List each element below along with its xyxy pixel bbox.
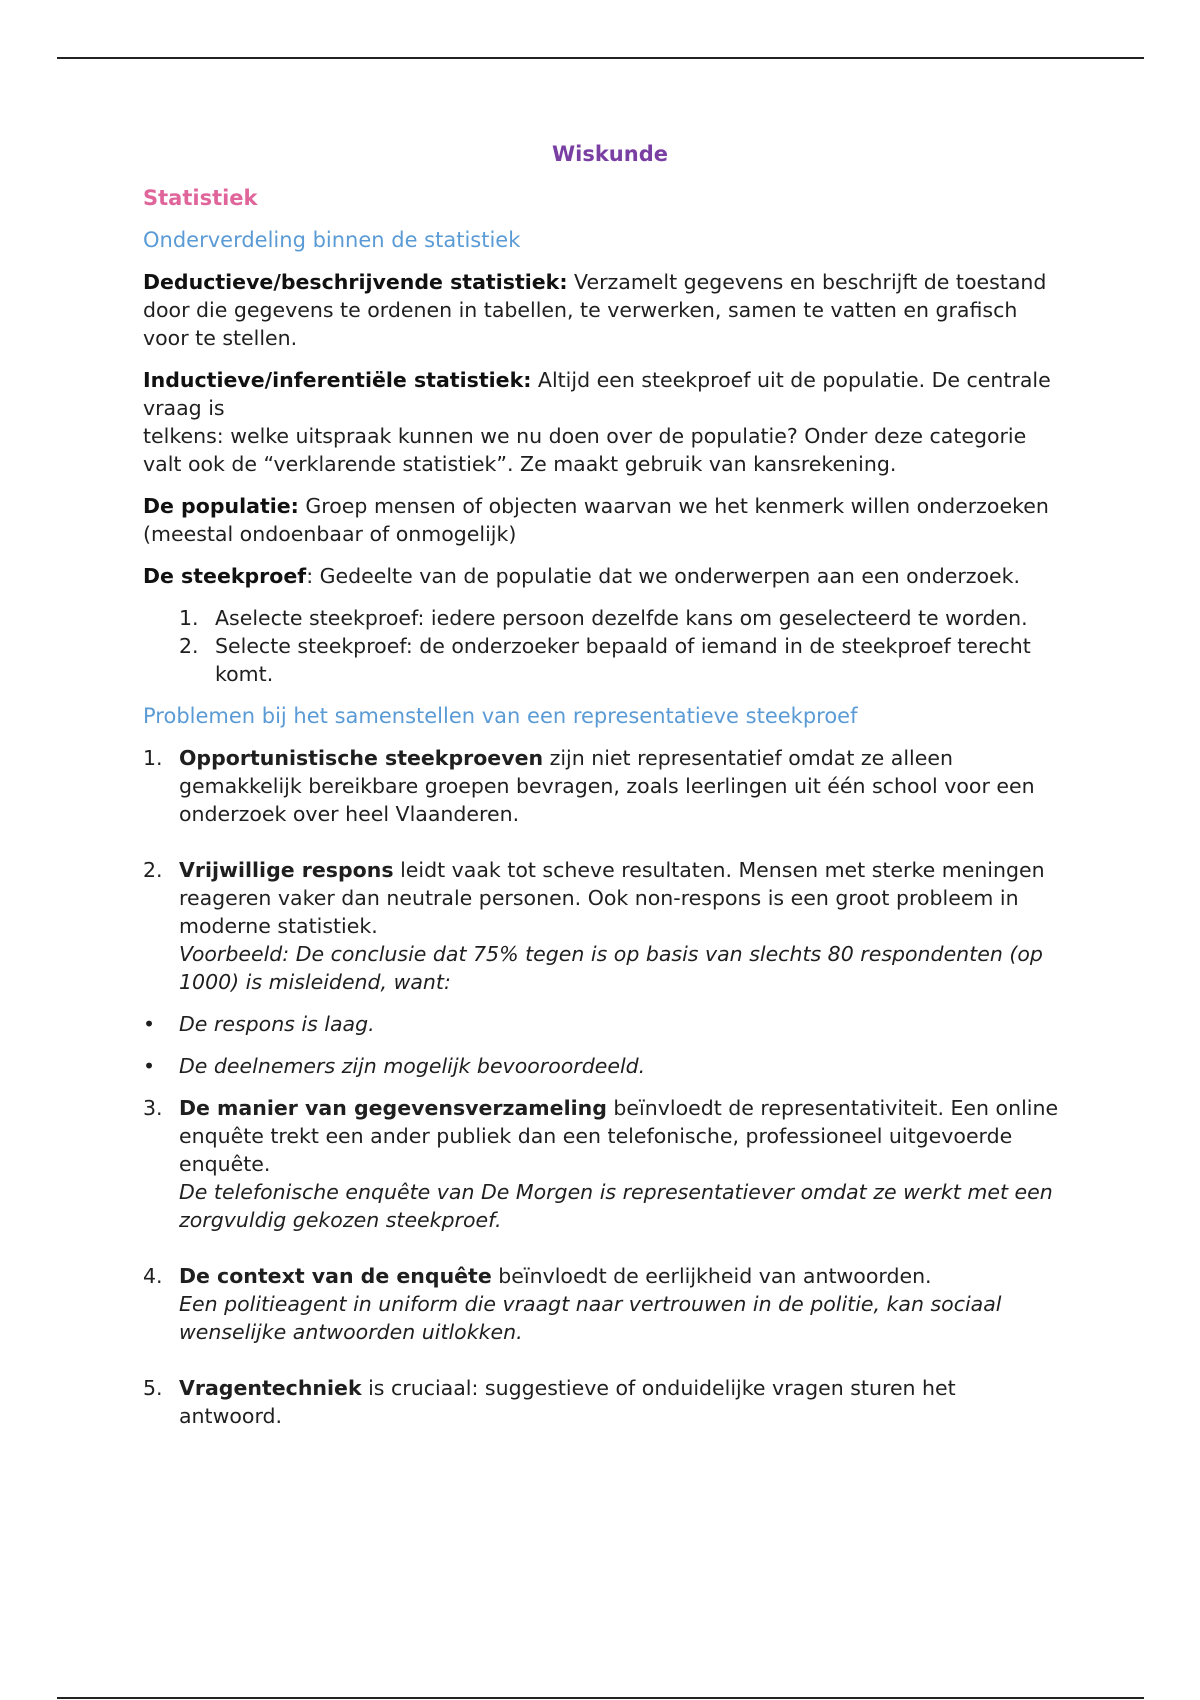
document-title: Wiskunde bbox=[551, 142, 668, 166]
list-item bbox=[143, 856, 1063, 996]
paragraph-steekproef bbox=[143, 562, 1063, 590]
list-text: zijn niet representatief omdat ze alleen gemakkelijk bereikbare groepen bevragen, zoals leerlingen uit één school voor een onderzoek over heel Vlaanderen. bbox=[179, 746, 1035, 826]
list-text: is cruciaal: suggestieve of onduidelijke vragen sturen het antwoord. bbox=[179, 1376, 956, 1428]
definition-line: telkens: welke uitspraak kunnen we nu doen over de populatie? Onder deze categorie bbox=[143, 424, 1027, 448]
steekproef-list bbox=[143, 604, 1063, 688]
paragraph-inductieve bbox=[143, 366, 1063, 478]
subheading-problemen: Problemen bij het samenstellen van een representatieve steekproef bbox=[143, 704, 858, 728]
header-rule bbox=[57, 57, 1144, 59]
term: Opportunistische steekproeven bbox=[179, 746, 544, 770]
list-item bbox=[143, 1262, 1063, 1346]
bullet-text: De deelnemers zijn mogelijk bevooroordeeld. bbox=[179, 1054, 646, 1078]
paragraph-deductieve bbox=[143, 268, 1063, 352]
term: De context van de enquête bbox=[179, 1264, 492, 1288]
list-number: 4. bbox=[143, 1264, 163, 1288]
term: De manier van gegevensverzameling bbox=[179, 1096, 607, 1120]
list-number: 1. bbox=[179, 606, 199, 630]
section-heading: Statistiek bbox=[143, 186, 258, 210]
example-text: Voorbeeld: De conclusie dat 75% tegen is op basis van slechts 80 respondenten (op 1000) is misleidend, want: bbox=[179, 942, 1043, 994]
bullet-icon: • bbox=[143, 1012, 156, 1036]
definition: Altijd een steekproef uit de populatie. De centrale vraag is bbox=[143, 368, 1051, 420]
list-text: leidt vaak tot scheve resultaten. Mensen met sterke meningen reageren vaker dan neutrale personen. Ook non-respons is een groot probleem in moderne statistiek. bbox=[179, 858, 1045, 938]
definition-line: valt ook de “verklarende statistiek”. Ze maakt gebruik van kansrekening. bbox=[143, 452, 897, 476]
list-number: 2. bbox=[143, 858, 163, 882]
footer-rule bbox=[57, 1697, 1144, 1699]
list-number: 5. bbox=[143, 1376, 163, 1400]
list-item bbox=[143, 744, 1063, 828]
term: De steekproef bbox=[143, 564, 307, 588]
list-number: 1. bbox=[143, 746, 163, 770]
list-text: Aselecte steekproef: iedere persoon dezelfde kans om geselecteerd te worden. bbox=[215, 606, 1028, 630]
list-item bbox=[143, 1094, 1063, 1234]
problems-list bbox=[143, 744, 1063, 996]
term: Vragentechniek bbox=[179, 1376, 362, 1400]
list-text: Selecte steekproef: de onderzoeker bepaald of iemand in de steekproef terecht komt. bbox=[215, 634, 1031, 686]
list-item bbox=[143, 1374, 1063, 1430]
list-number: 2. bbox=[179, 634, 199, 658]
list-text: beïnvloedt de representativiteit. Een online enquête trekt een ander publiek dan een telefonische, professioneel uitgevoerde enquête. bbox=[179, 1096, 1059, 1176]
term: Inductieve/inferentiële statistiek: bbox=[143, 368, 532, 392]
bullet-item bbox=[143, 1052, 1063, 1080]
bullet-text: De respons is laag. bbox=[179, 1012, 375, 1036]
term: Deductieve/beschrijvende statistiek: bbox=[143, 270, 568, 294]
example-text: Een politieagent in uniform die vraagt naar vertrouwen in de politie, kan sociaal wenselijke antwoorden uitlokken. bbox=[179, 1292, 1002, 1344]
term: Vrijwillige respons bbox=[179, 858, 394, 882]
definition: Groep mensen of objecten waarvan we het kenmerk willen onderzoeken (meestal ondoenbaar of onmogelijk) bbox=[143, 494, 1049, 546]
problems-list-continued bbox=[143, 1094, 1063, 1430]
definition: : Gedeelte van de populatie dat we onderwerpen aan een onderzoek. bbox=[306, 564, 1021, 588]
term: De populatie: bbox=[143, 494, 299, 518]
bullet-item bbox=[143, 1010, 1063, 1038]
list-item bbox=[143, 604, 1063, 632]
paragraph-populatie bbox=[143, 492, 1063, 548]
list-item bbox=[143, 632, 1063, 688]
list-number: 3. bbox=[143, 1096, 163, 1120]
bullet-icon: • bbox=[143, 1054, 156, 1078]
document-body bbox=[143, 140, 1063, 1444]
list-text: beïnvloedt de eerlijkheid van antwoorden. bbox=[491, 1264, 932, 1288]
example-text: De telefonische enquête van De Morgen is representatiever omdat ze werkt met een zorgvuldig gekozen steekproef. bbox=[179, 1180, 1053, 1232]
definition: Verzamelt gegevens en beschrijft de toestand door die gegevens te ordenen in tabellen, te verwerken, samen te vatten en grafisch voor te stellen. bbox=[143, 270, 1047, 350]
subheading-onderverdeling: Onderverdeling binnen de statistiek bbox=[143, 228, 521, 252]
